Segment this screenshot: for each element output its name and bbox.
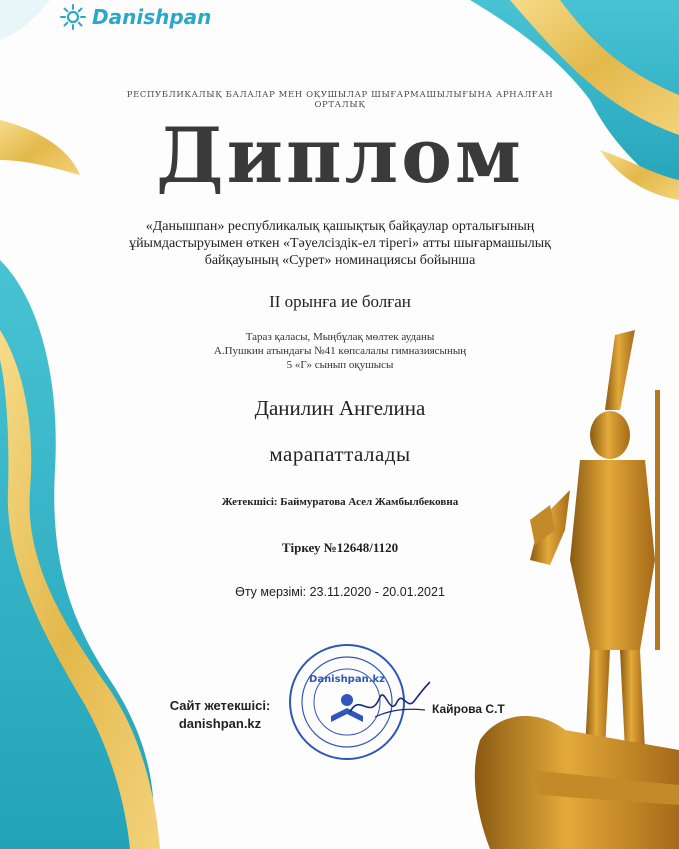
validity-dates: Өту мерзімі: 23.11.2020 - 20.01.2021 [235,585,445,599]
description-line: «Данышпан» республикалық қашықтық байқаулар орталығының [145,219,535,234]
awarded-text: марапатталады [269,442,411,466]
school-line: Тараз қаласы, Мыңбұлақ мөлтек ауданы [245,331,435,343]
school-line: 5 «Г» сынып оқушысы [286,359,394,371]
recipient-name: Данилин Ангелина [254,396,426,420]
signer-name: Кайрова С.Т [432,702,505,716]
organization-header: РЕСПУБЛИКАЛЫҚ БАЛАЛАР МЕН ОҚУШЫЛАР ШЫҒАРМАШЫЛЫҒЫНА АРНАЛҒАН ОРТАЛЫҚ [126,90,554,110]
stamp-text: Danishpan.kz [309,674,385,685]
description-line: байқауының «Сурет» номинациясы бойынша [204,253,476,268]
logo-text: Danishpan [92,5,212,29]
school-line: А.Пушкин атындағы №41 көпсалалы гимназиясының [213,345,467,357]
site-manager-label: Сайт жетекшісі: [169,698,271,713]
diploma-title: Диплом [156,111,524,200]
golden-warrior-statue [470,330,679,849]
contest-description [120,218,560,269]
danishpan-logo [60,2,211,32]
mentor-line: Жетекшісі: Баймуратова Асел Жамбылбековна [221,496,459,508]
description-line: ұйымдастыруымен өткен «Тәуелсіздік-ел тірегі» атты шығармашылық [129,236,551,251]
sun-icon [60,4,86,30]
registration-number: Тіркеу №12648/1120 [281,540,399,555]
signature [345,672,435,732]
site-url: danishpan.kz [178,716,262,731]
place-award: II орынға ие болған [269,292,411,311]
site-manager [150,697,290,733]
